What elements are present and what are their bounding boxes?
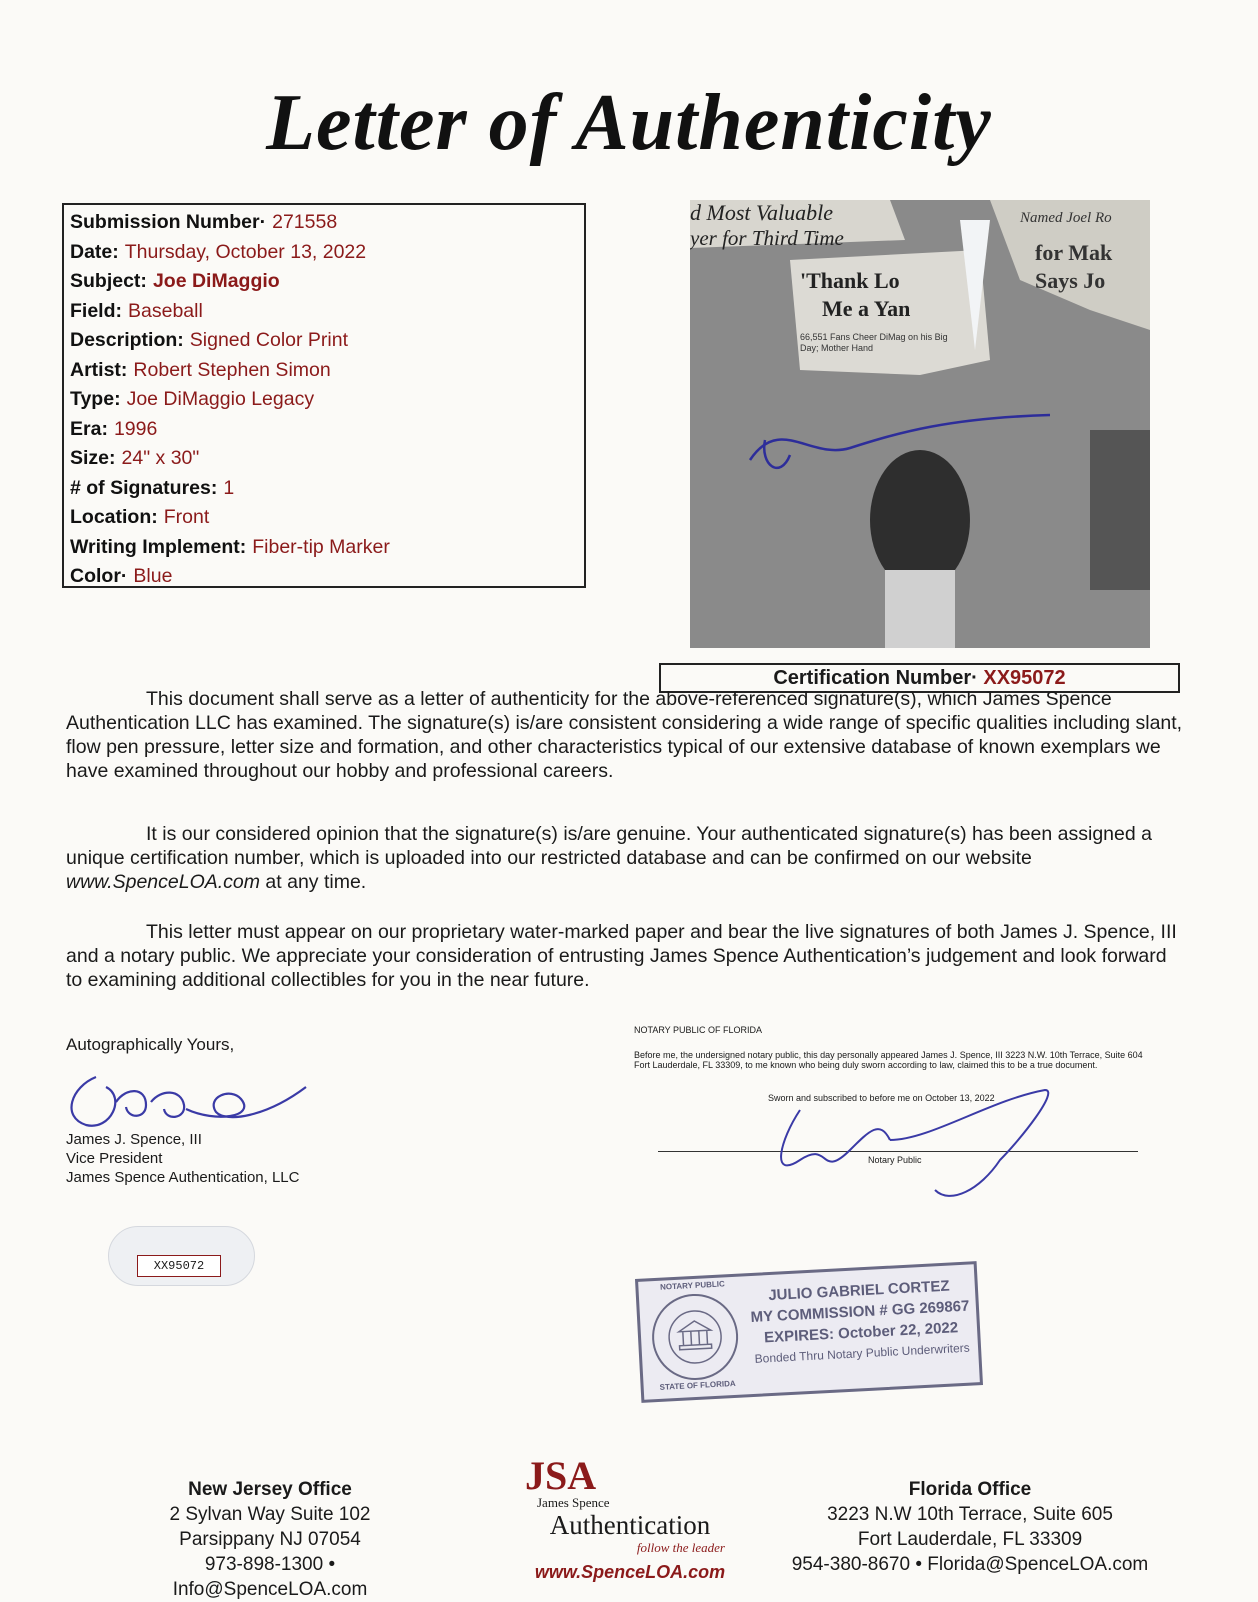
detail-value: 24" x 30" — [121, 447, 200, 469]
detail-row — [70, 208, 578, 238]
notary-stamp — [635, 1261, 983, 1403]
fl-office-name: Florida Office — [908, 1479, 1032, 1500]
detail-label: Type: — [70, 388, 121, 410]
detail-value: Signed Color Print — [189, 329, 349, 351]
signer-company: James Spence Authentication, LLC — [66, 1169, 300, 1186]
seal-bottom-text: STATE OF FLORIDA — [659, 1378, 736, 1392]
detail-value: 271558 — [272, 211, 338, 233]
certification-number: XX95072 — [983, 667, 1066, 689]
signature-block — [66, 1035, 326, 1187]
detail-label: Description: — [70, 329, 184, 351]
certification-label: Certification Number· — [773, 667, 978, 689]
detail-label: Subject: — [70, 270, 147, 292]
signer-name: James J. Spence, III — [66, 1131, 202, 1148]
headline-4: Me a Yan — [822, 296, 911, 321]
detail-row — [70, 415, 578, 445]
detail-label: Writing Implement: — [70, 535, 247, 558]
headline-2: yer for Third Time — [690, 226, 844, 250]
detail-label: Location: — [70, 506, 158, 528]
detail-row — [70, 562, 578, 592]
page-title: Letter of Authenticity — [266, 79, 992, 167]
detail-value: Front — [163, 506, 210, 528]
stamp-expires: EXPIRES: October 22, 2022 — [763, 1319, 959, 1347]
detail-row — [70, 444, 578, 474]
headline-6: for Mak — [1035, 240, 1113, 265]
paragraph-3: This letter must appear on our proprietary water-marked paper and bear the live signatures of both James J. Spence, III and a notary public. We appreciate your consideration of entrusting James Spence Authentication’s judgement and look forward to examining additional collectibles for you in the near future. — [66, 921, 1177, 991]
seal-top-text: NOTARY PUBLIC — [659, 1279, 725, 1292]
detail-value: Joe DiMaggio Legacy — [126, 388, 315, 410]
detail-row — [70, 385, 578, 415]
logo-word: Authentication — [549, 1510, 711, 1540]
detail-value: 1 — [223, 476, 235, 499]
nj-office — [120, 1477, 420, 1602]
details-box — [62, 203, 586, 588]
closing: Autographically Yours, — [66, 1035, 235, 1054]
fl-office — [770, 1477, 1170, 1577]
headline-5: Named Joel Ro — [1020, 210, 1112, 226]
headline-7: Says Jo — [1035, 268, 1106, 293]
sticker-number: XX95072 — [137, 1255, 221, 1277]
detail-value: Fiber-tip Marker — [252, 535, 390, 558]
notary-sworn: Sworn and subscribed to before me on October 13, 2022 — [768, 1093, 995, 1103]
notary-heading: NOTARY PUBLIC OF FLORIDA — [634, 1025, 763, 1035]
logo-url[interactable]: www.SpenceLOA.com — [534, 1562, 726, 1582]
detail-label: Size: — [70, 447, 116, 469]
logo-letters: JSA — [525, 1453, 597, 1498]
notary-signature — [760, 1080, 1070, 1205]
photo-caption: 66,551 Fans Cheer DiMag on his Big Day; Mother Hand — [800, 332, 948, 353]
nj-office-line3: 973-898-1300 • Info@SpenceLOA.com — [172, 1554, 368, 1600]
detail-label: Artist: — [70, 358, 128, 381]
detail-label: Field: — [70, 299, 122, 322]
stamp-bonded: Bonded Thru Notary Public Underwriters — [754, 1340, 971, 1366]
stamp-commission: MY COMMISSION # GG 269867 — [750, 1297, 970, 1327]
spence-signature — [66, 1057, 326, 1132]
detail-label: # of Signatures: — [70, 476, 218, 499]
detail-label: Submission Number· — [70, 211, 267, 233]
detail-row — [70, 474, 578, 504]
jsa-logo — [495, 1453, 765, 1591]
detail-row — [70, 533, 578, 563]
detail-value: Blue — [133, 565, 173, 587]
nj-office-name: New Jersey Office — [188, 1479, 352, 1500]
fl-office-line3: 954-380-8670 • Florida@SpenceLOA.com — [791, 1554, 1149, 1575]
fl-office-line2: Fort Lauderdale, FL 33309 — [857, 1529, 1083, 1550]
details-list — [70, 208, 578, 592]
detail-row — [70, 267, 578, 297]
paragraph-2: It is our considered opinion that the signature(s) is/are genuine. Your authenticated signature(s) has been assigned a unique certification number, which is uploaded into our restricted database and can be confirmed on our website www.SpenceLOA.com at any time. — [66, 823, 1152, 893]
detail-label: Era: — [70, 417, 108, 440]
nj-office-line2: Parsippany NJ 07054 — [179, 1529, 361, 1550]
detail-value: Robert Stephen Simon — [133, 358, 331, 381]
jsa-sticker — [108, 1226, 255, 1286]
logo-sub: James Spence — [537, 1495, 610, 1510]
detail-value: Joe DiMaggio — [152, 270, 280, 292]
stamp-name: JULIO GABRIEL CORTEZ — [767, 1277, 950, 1305]
headline-1: d Most Valuable — [690, 200, 833, 225]
detail-value: 1996 — [113, 417, 158, 440]
detail-row — [70, 326, 578, 356]
nj-office-line1: 2 Sylvan Way Suite 102 — [169, 1504, 371, 1525]
detail-value: Baseball — [128, 299, 203, 322]
detail-row — [70, 297, 578, 327]
notary-seal — [647, 1289, 744, 1386]
notary-line-label: Notary Public — [868, 1155, 922, 1165]
detail-row — [70, 238, 578, 268]
detail-label: Date: — [70, 240, 119, 263]
fl-office-line1: 3223 N.W 10th Terrace, Suite 605 — [827, 1504, 1113, 1525]
detail-row — [70, 503, 578, 533]
notary-text: Before me, the undersigned notary public, this day personally appeared James J. Spence, III 3223 N.W. 10th Terrace, Suite 604 Fort Lauderdale, FL 33309, to me known who being duly sworn according to law, claimed this to be a true document. — [634, 1050, 1143, 1070]
signer-title: Vice President — [66, 1150, 163, 1167]
detail-label: Color· — [70, 565, 128, 587]
headline-3: 'Thank Lo — [800, 268, 900, 293]
website-link[interactable]: www.SpenceLOA.com — [66, 871, 261, 893]
detail-row — [70, 356, 578, 386]
logo-tagline: follow the leader — [636, 1540, 725, 1555]
detail-value: Thursday, October 13, 2022 — [124, 240, 367, 263]
paragraph-1: This document shall serve as a letter of authenticity for the above-referenced signature(s), which James Spence Authentication LLC has examined. The signature(s) is/are consistent considering a wide range of specific qualities including slant, flow pen pressure, letter size and formation, and other characteristics typical of our extensive database of known exemplars we have examined throughout our hobby and professional careers. — [66, 688, 1183, 782]
signed-print-image — [690, 200, 1150, 648]
